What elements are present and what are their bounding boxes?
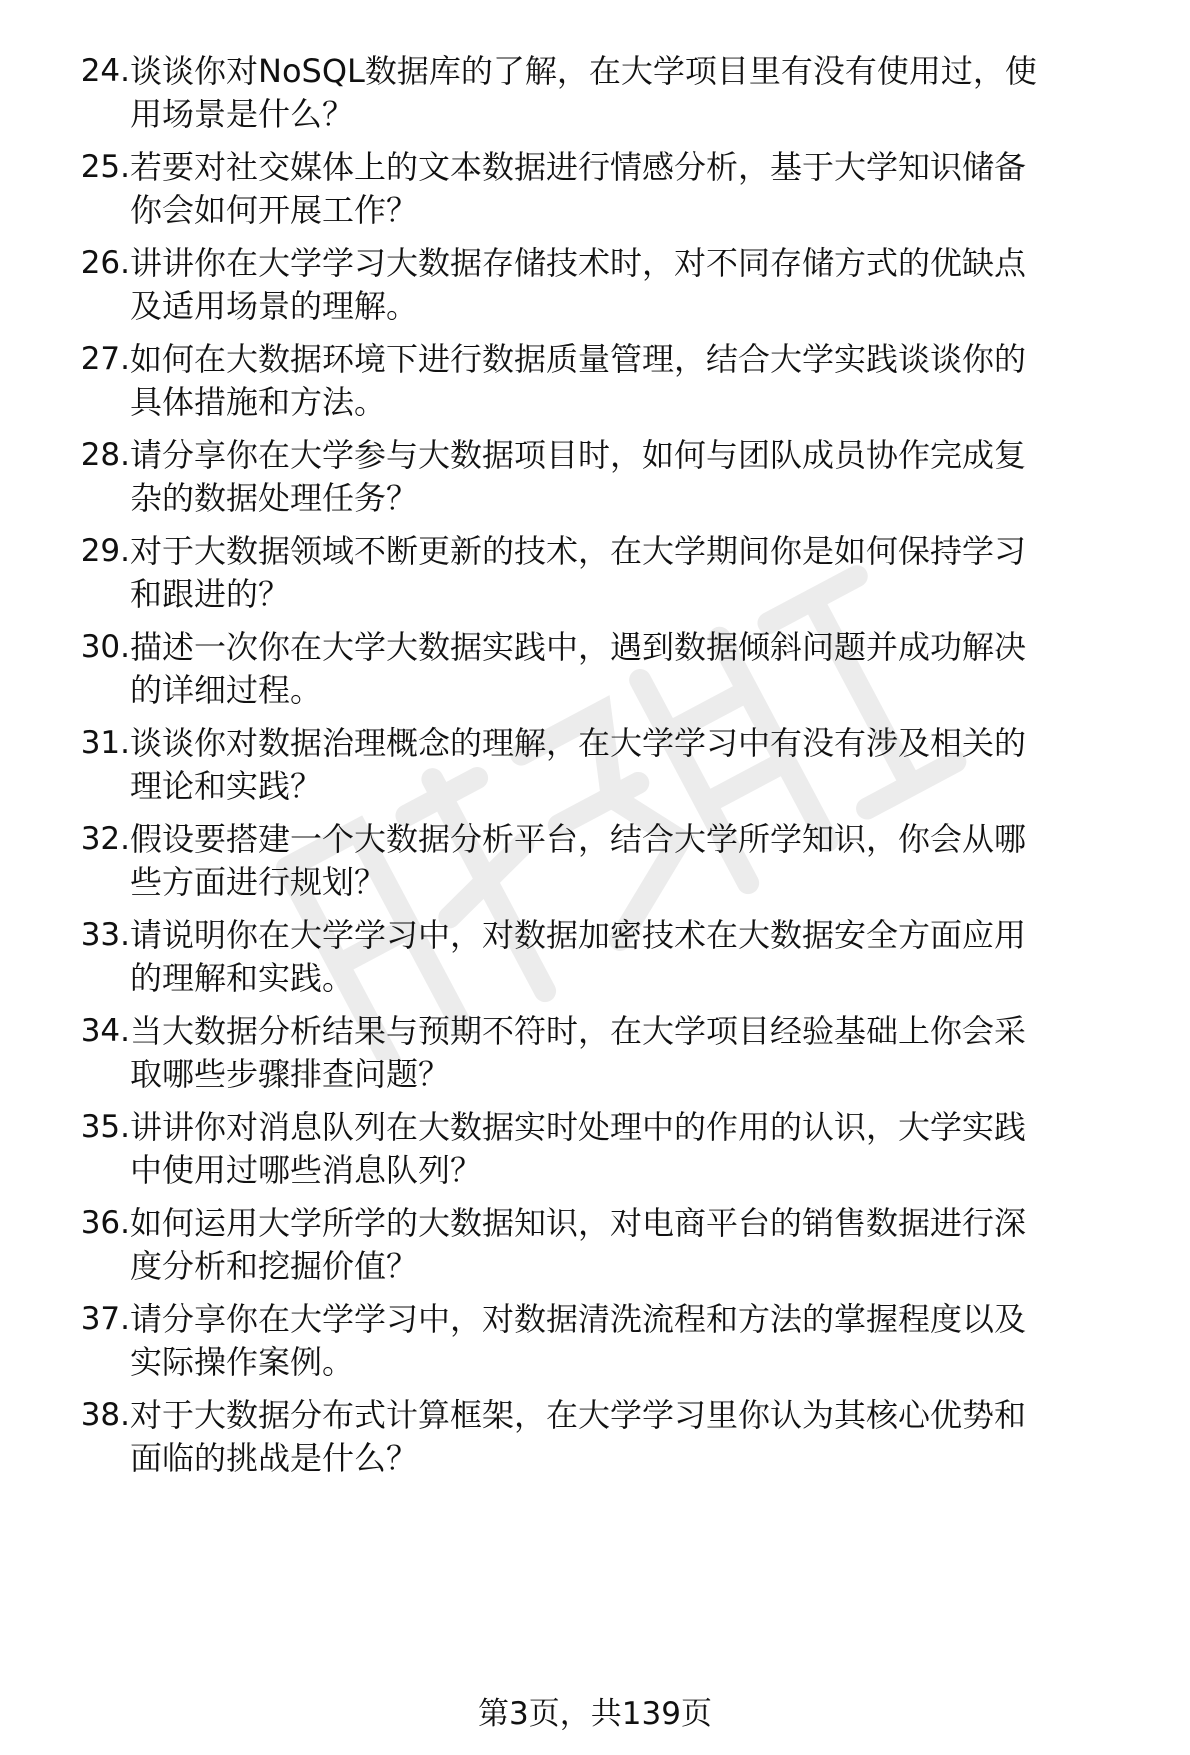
question-text-line: 的理解和实践。 [130, 959, 355, 997]
question-text-line: 请分享你在大学学习中，对数据清洗流程和方法的掌握程度以及 [130, 1300, 1027, 1338]
question-item [58, 626, 1158, 726]
question-text [130, 914, 1160, 1000]
question-text-line: 讲讲你对消息队列在大数据实时处理中的作用的认识，大学实践 [130, 1108, 1027, 1146]
question-text [130, 50, 1160, 136]
question-text-line: 杂的数据处理任务？ [130, 479, 419, 517]
question-text-line: 用场景是什么？ [130, 95, 355, 133]
question-text-line: 谈谈你对数据治理概念的理解，在大学学习中有没有涉及相关的 [130, 724, 1027, 762]
question-text-line: 些方面进行规划？ [130, 863, 387, 901]
question-item [58, 1394, 1158, 1494]
question-item [58, 338, 1158, 438]
question-number: 36. [80, 1205, 130, 1241]
question-text-line: 当大数据分析结果与预期不符时，在大学项目经验基础上你会采 [130, 1012, 1027, 1050]
question-text [130, 1010, 1160, 1096]
page-footer: 第3页，共139页 [478, 1696, 712, 1732]
question-item [58, 434, 1158, 534]
question-number: 24. [80, 53, 130, 89]
question-number: 26. [80, 245, 130, 281]
question-text-line: 如何在大数据环境下进行数据质量管理，结合大学实践谈谈你的 [130, 340, 1027, 378]
question-text [130, 434, 1160, 520]
question-text [130, 1106, 1160, 1192]
question-number: 32. [80, 821, 130, 857]
question-text-line: 具体措施和方法。 [130, 383, 387, 421]
question-text [130, 1298, 1160, 1384]
question-item [58, 914, 1158, 1014]
question-text-line: 对于大数据分布式计算框架，在大学学习里你认为其核心优势和 [130, 1396, 1027, 1434]
question-text-line: 请分享你在大学参与大数据项目时，如何与团队成员协作完成复 [130, 436, 1027, 474]
question-item [58, 242, 1158, 342]
question-text-line: 中使用过哪些消息队列？ [130, 1151, 483, 1189]
question-number: 31. [80, 725, 130, 761]
question-text-line: 面临的挑战是什么？ [130, 1439, 419, 1477]
question-text-line: 及适用场景的理解。 [130, 287, 419, 325]
question-item [58, 530, 1158, 630]
question-number: 30. [80, 629, 130, 665]
question-number: 37. [80, 1301, 130, 1337]
question-item [58, 818, 1158, 918]
question-text [130, 242, 1160, 328]
question-text [130, 530, 1160, 616]
question-text-line: 度分析和挖掘价值？ [130, 1247, 419, 1285]
question-text-line: 请说明你在大学学习中，对数据加密技术在大数据安全方面应用 [130, 916, 1027, 954]
question-text [130, 146, 1160, 232]
question-number: 38. [80, 1397, 130, 1433]
question-number: 27. [80, 341, 130, 377]
question-number: 28. [80, 437, 130, 473]
question-number: 33. [80, 917, 130, 953]
question-text-line: 谈谈你对NoSQL数据库的了解，在大学项目里有没有使用过，使 [130, 52, 1037, 90]
question-item [58, 146, 1158, 246]
question-text-line: 的详细过程。 [130, 671, 323, 709]
question-text [130, 626, 1160, 712]
question-number: 29. [80, 533, 130, 569]
question-item [58, 1298, 1158, 1398]
question-item [58, 50, 1158, 150]
question-number: 25. [80, 149, 130, 185]
question-text-line: 描述一次你在大学大数据实践中，遇到数据倾斜问题并成功解决 [130, 628, 1027, 666]
question-item [58, 1106, 1158, 1206]
question-item [58, 1202, 1158, 1302]
question-item [58, 1010, 1158, 1110]
question-text-line: 实际操作案例。 [130, 1343, 355, 1381]
question-text [130, 1202, 1160, 1288]
question-text-line: 对于大数据领域不断更新的技术，在大学期间你是如何保持学习 [130, 532, 1027, 570]
question-text-line: 假设要搭建一个大数据分析平台，结合大学所学知识，你会从哪 [130, 820, 1027, 858]
question-text [130, 1394, 1160, 1480]
question-number: 34. [80, 1013, 130, 1049]
question-text-line: 讲讲你在大学学习大数据存储技术时，对不同存储方式的优缺点 [130, 244, 1027, 282]
question-text [130, 338, 1160, 424]
question-text-line: 若要对社交媒体上的文本数据进行情感分析，基于大学知识储备 [130, 148, 1027, 186]
question-text-line: 和跟进的？ [130, 575, 291, 613]
question-text-line: 理论和实践？ [130, 767, 323, 805]
question-item [58, 722, 1158, 822]
question-text-line: 取哪些步骤排查问题？ [130, 1055, 451, 1093]
question-text [130, 818, 1160, 904]
question-text-line: 如何运用大学所学的大数据知识，对电商平台的销售数据进行深 [130, 1204, 1027, 1242]
question-text-line: 你会如何开展工作？ [130, 191, 419, 229]
question-text [130, 722, 1160, 808]
question-number: 35. [80, 1109, 130, 1145]
